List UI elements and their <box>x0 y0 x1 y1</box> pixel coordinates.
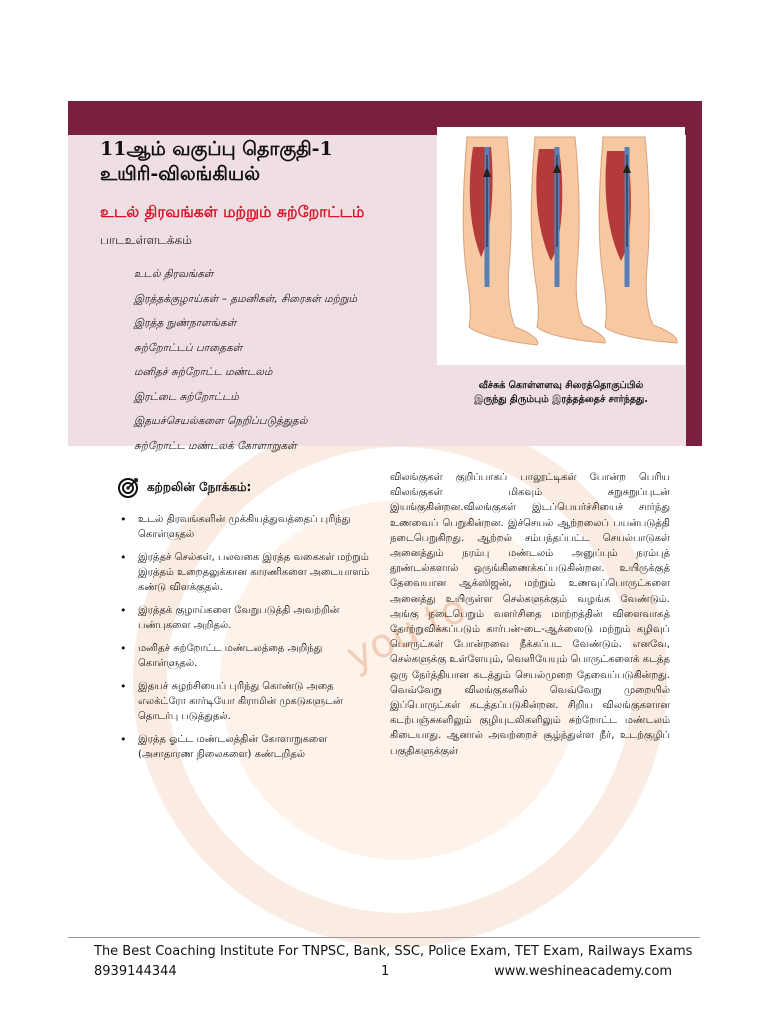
footer-website: www.weshineacademy.com <box>494 964 673 979</box>
chapter-title: உடல் திரவங்கள் மற்றும் சுற்றோட்டம் <box>100 203 365 221</box>
contents-list <box>134 262 357 458</box>
page-number: 1 <box>381 964 390 979</box>
book-title: 11ஆம் வகுப்பு தொகுதி-1 <box>100 138 333 160</box>
watermark-text: you to <box>339 585 474 681</box>
objective-item: • இரத்தச் செல்கள், பலவகை இரத்த வகைகள் மற்றும் இரத்தம் உறைதலுக்கான காரணிகளை அடையாளம் கண்டு விளக்குதல். <box>120 550 375 595</box>
footer-tagline: The Best Coaching Institute For TNPSC, Bank, SSC, Police Exam, TET Exam, Railways Exams <box>94 944 693 959</box>
footer-phone: 8939144344 <box>94 964 177 979</box>
leg-3 <box>599 137 677 343</box>
caption-line: இருந்து திரும்பும் இரத்தத்தைச் சார்ந்தது. <box>474 394 648 405</box>
target-icon <box>117 477 139 499</box>
contents-item: இரத்த நுண்நாளங்கள் <box>134 317 237 329</box>
figure-caption <box>437 379 685 407</box>
objective-item: • இரத்த ஓட்ட மண்டலத்தின் கோளாறுகளை (அசாதாரண நிலைகளை) கண்டறிதல் <box>120 732 375 762</box>
objectives-list <box>120 512 375 770</box>
objective-item: • இரத்தக் குழாய்களை வேறுபடுத்தி அவற்றின் பண்புகளை அறிதல். <box>120 603 375 633</box>
title-block <box>100 137 420 187</box>
objective-item: • இதயச் சுழற்சியைப் புரிந்து கொண்டு அதை எலக்ட்ரோ கார்டியோ கிராமின் முகடுகளுடன் தொடர்பு படுத்துதல். <box>120 679 375 724</box>
contents-item: சுற்றோட்டப் பாதைகள் <box>134 341 243 354</box>
contents-item: இரத்தக்குழாய்கள் – தமனிகள், சிரைகள் மற்றும் <box>134 292 358 305</box>
objective-item: • மனிதச் சுற்றோட்ட மண்டலத்தை அறிந்து கொள்ளுதல். <box>120 641 375 671</box>
contents-label: பாடஉள்ளடக்கம் <box>100 233 192 247</box>
caption-line: வீச்சுக் கொள்ளளவு சிரைத்தொகுப்பில் <box>478 380 644 391</box>
contents-item: மனிதச் சுற்றோட்ட மண்டலம் <box>134 366 273 378</box>
objectives-header <box>117 477 251 499</box>
legs-illustration <box>437 127 685 365</box>
objective-item: • உடல் திரவங்களின் முக்கியத்துவத்தைப் புரிந்து கொள்ளுதல் <box>120 512 375 542</box>
footer-divider <box>68 937 700 938</box>
leg-2 <box>531 137 605 343</box>
objectives-title: கற்றலின் நோக்கம்: <box>147 480 252 494</box>
contents-item: உடல் திரவங்கள் <box>134 268 214 280</box>
subject-title: உயிரி-விலங்கியல் <box>100 163 260 185</box>
contents-item: சுற்றோட்ட மண்டலக் கோளாறுகள் <box>134 439 297 452</box>
header-right-bar <box>686 101 702 446</box>
contents-item: இதயச்செயல்களை நெறிப்படுத்துதல் <box>134 415 308 427</box>
body-paragraph: விலங்குகள் குறிப்பாகப் பாலூட்டிகள் போன்ற பெரிய விலங்குகள் மிகவும் சுறுசுறுப்புடன் இயங்குகின்றன.விலங்குகள் இடப்பெயர்ச்சியைச் சார்ந்து உணவைப் பெறுகின்றன. இச்செயல் ஆற்றலைப் பயன்படுத்தி நடைபெறுகிறது. ஆற்றல் சம்பந்தப்பட்ட செயல்பாடுகள் அனைத்தும் நரம்பு மண்டலம் அனுப்பும் நரம்புத் தூண்டல்களால் ஒருங்கிணைக்கப்படுகின்றன. உயிருக்குத் தேவையான ஆக்ஸிஜன், மற்றும் உணவுப்பொருட்களை அனைத்து உயிருள்ள செல்களுக்கும் வழங்க வேண்டும். அங்கு நடைபெறும் வளர்சிதை மாற்றத்தின் விளைவாகத் தோற்றுவிக்கப்படும் கார்பன்-டை-ஆக்ஸைடு மற்றும் கழிவுப் பொருட்கள் போன்றவை நீக்கப்பட வேண்டும். எனவே, செல்களுக்கு உள்ளேயும், வெளியேயும் பொருட்களைக் கடத்த ஒரு நேர்த்தியான கடத்தும் செயல்முறை தேவைப்படுகின்றது. வெவ்வேறு விலங்குகளில் வெவ்வேறு முறையில் இப்பொருட்கள் கடத்தப்படுகின்றன. சிறிய விலங்குகளான கடற்பஞ்சுகளிலும் குழியுடலிகளிலும் சுற்றோட்ட மண்டலம் கிடையாது. ஆனால் அவற்றைச் சூழ்ந்துள்ள நீர், உடற்குழிப் பகுதிகளுக்குள் <box>390 472 670 757</box>
leg-1 <box>463 137 538 345</box>
contents-item: இரட்டை சுற்றோட்டம் <box>134 390 239 403</box>
